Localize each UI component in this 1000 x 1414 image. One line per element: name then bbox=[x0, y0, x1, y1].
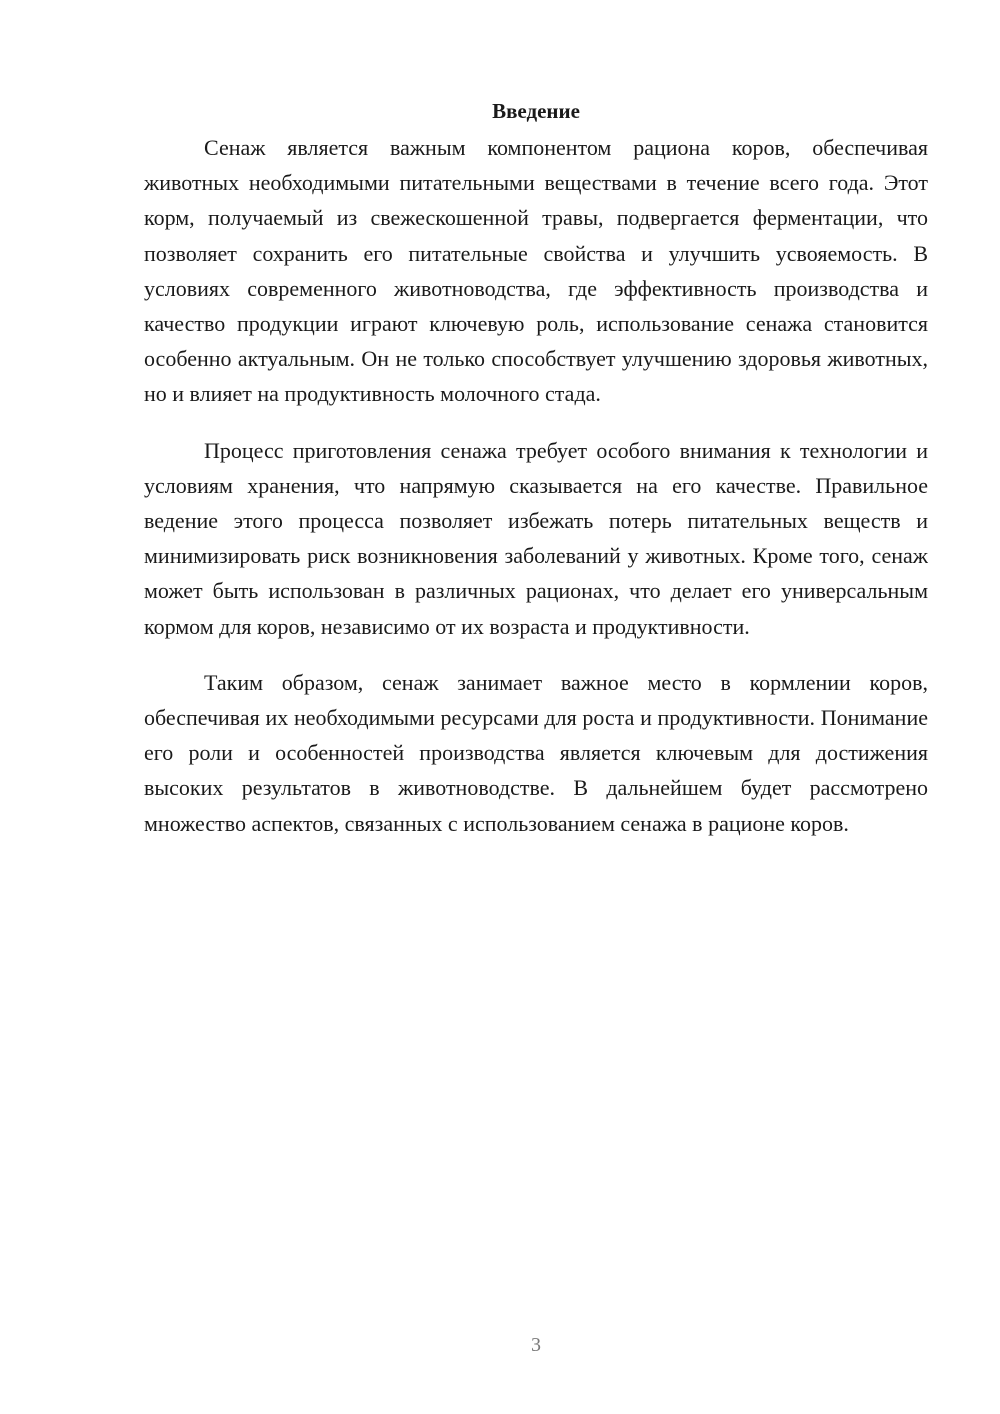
paragraph-2: Процесс приготовления сенажа требует особого внимания к технологии и условиям хранения, что напрямую сказывается на его качестве. Правильное ведение этого процесса позволяет избежать потерь питательных веществ и минимизировать риск возникновения заболеваний у животных. Кроме того, сенаж может быть использован в различных рационах, что делает его универсальным кормом для коров, независимо от их возраста и продуктивности. bbox=[144, 437, 928, 639]
section-title: Введение bbox=[492, 99, 580, 123]
page-number: 3 bbox=[531, 1334, 541, 1356]
page-content bbox=[144, 96, 928, 862]
paragraph-3: Таким образом, сенаж занимает важное место в кормлении коров, обеспечивая их необходимыми ресурсами для роста и продуктивности. Понимание его роли и особенностей производства является ключевым для достижения высоких результатов в животноводстве. В дальнейшем будет рассмотрено множество аспектов, связанных с использованием сенажа в рационе коров. bbox=[144, 669, 928, 836]
paragraph-1: Сенаж является важным компонентом рациона коров, обеспечивая животных необходимыми питательными веществами в течение всего года. Этот корм, получаемый из свежескошенной травы, подвергается ферментации, что позволяет сохранить его питательные свойства и улучшить усвояемость. В условиях современного животноводства, где эффективность производства и качество продукции играют ключевую роль, использование сенажа становится особенно актуальным. Он не только способствует улучшению здоровья животных, но и влияет на продуктивность молочного стада. bbox=[144, 135, 928, 407]
